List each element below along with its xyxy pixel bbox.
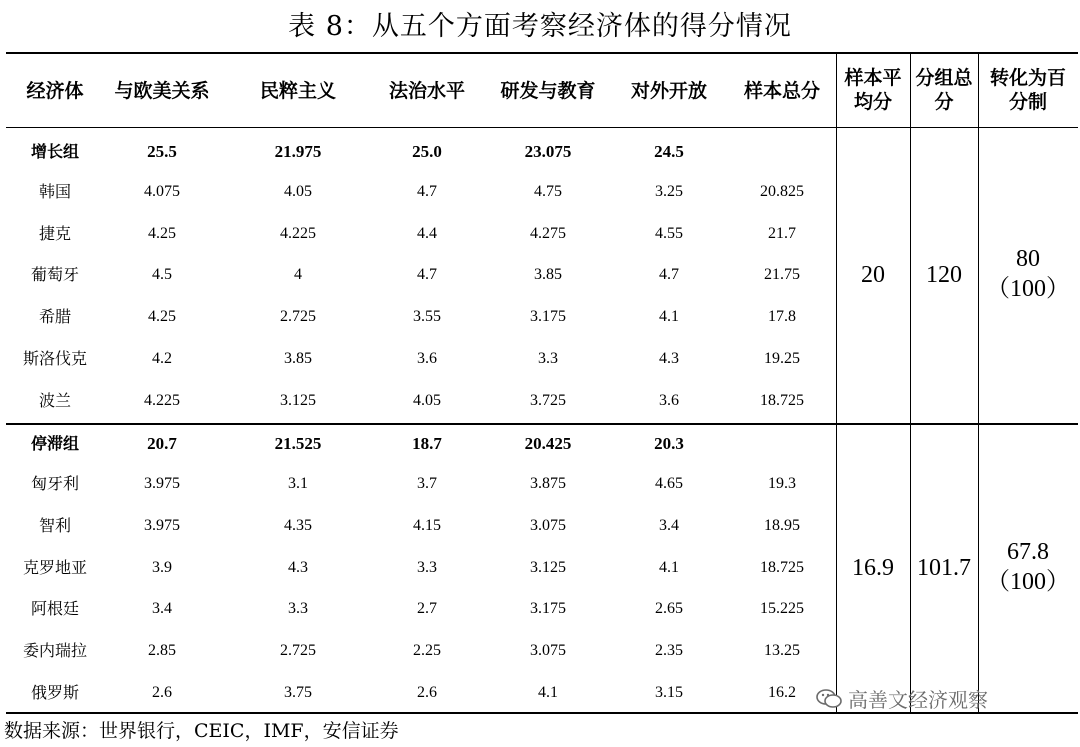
score-cell: 2.7 [417,600,437,617]
score-cell: 4.075 [144,183,180,200]
economy-name: 智利 [38,516,71,535]
score-cell: 4.35 [284,517,312,534]
score-cell: 3.975 [144,475,180,492]
score-cell: 15.225 [760,600,804,617]
economy-name: 匈牙利 [30,474,79,493]
score-cell: 4.7 [417,183,437,200]
column-divider [978,53,979,713]
score-cell: 18.95 [764,517,800,534]
score-cell: 4.1 [659,308,679,325]
column-header: 对外开放 [630,80,707,102]
group-total-cell: 21.525 [274,434,322,453]
header-rule [6,127,1078,128]
score-cell: 4.15 [413,517,441,534]
group-total-cell: 24.5 [654,142,684,161]
economy-name: 葡萄牙 [30,265,79,284]
column-header: 转化为百分制 [989,67,1066,113]
top-rule [6,52,1078,54]
group-total-cell: 20.7 [147,434,177,453]
economy-name: 韩国 [38,182,71,201]
score-cell: 3.175 [530,600,566,617]
score-cell: 4.7 [659,266,679,283]
score-cell: 4.1 [538,684,558,701]
score-cell: 3.3 [288,600,308,617]
score-cell: 19.25 [764,350,800,367]
score-cell: 4.75 [534,183,562,200]
score-cell: 4.25 [148,308,176,325]
group-total-cell: 20.425 [524,434,572,453]
column-header: 法治水平 [388,80,465,102]
score-cell: 4.1 [659,559,679,576]
score-cell: 3.4 [659,517,679,534]
economy-name: 捷克 [38,224,71,243]
group-total: 120 [926,262,962,288]
group-name: 停滞组 [30,434,79,453]
column-header: 民粹主义 [259,80,336,102]
table-title: 表 8：从五个方面考察经济体的得分情况 [288,11,792,42]
score-cell: 3.125 [280,392,316,409]
score-cell: 2.725 [280,642,316,659]
score-cell: 4.3 [288,559,308,576]
score-cell: 3.3 [417,559,437,576]
economy-name: 希腊 [38,307,71,326]
column-header: 研发与教育 [500,80,596,102]
column-header: 分组总分 [915,67,973,113]
economy-name: 委内瑞拉 [22,641,87,660]
group-total-cell: 20.3 [654,434,684,453]
score-cell: 3.6 [659,392,679,409]
sample-average: 16.9 [852,555,894,581]
score-cell: 18.725 [760,392,804,409]
score-cell: 4.05 [284,183,312,200]
score-cell: 4.7 [417,266,437,283]
score-cell: 3.725 [530,392,566,409]
score-cell: 17.8 [768,308,796,325]
group-total: 101.7 [917,555,971,581]
score-cell: 4.25 [148,225,176,242]
score-cell: 3.6 [417,350,437,367]
score-cell: 21.75 [764,266,800,283]
wechat-icon [816,689,842,709]
score-cell: 2.85 [148,642,176,659]
score-cell: 4.275 [530,225,566,242]
group-divider-rule [6,423,1078,425]
watermark [816,684,988,713]
score-cell: 3.55 [413,308,441,325]
group-total-cell: 18.7 [412,434,442,453]
group-name: 增长组 [30,142,79,161]
score-cell: 2.725 [280,308,316,325]
score-cell: 3.85 [534,266,562,283]
score-cell: 2.35 [655,642,683,659]
score-cell: 2.6 [152,684,172,701]
score-cell: 3.875 [530,475,566,492]
watermark-text: 高善文经济观察 [848,688,988,712]
score-cell: 4 [294,266,302,283]
score-cell: 3.3 [538,350,558,367]
score-cell: 19.3 [768,475,796,492]
column-header: 与欧美关系 [114,80,210,102]
score-cell: 2.25 [413,642,441,659]
score-cell: 3.75 [284,684,312,701]
economy-name: 俄罗斯 [30,683,79,702]
score-cell: 3.15 [655,684,683,701]
score-cell: 4.65 [655,475,683,492]
score-cell: 3.1 [288,475,308,492]
score-cell: 3.125 [530,559,566,576]
score-cell: 3.975 [144,517,180,534]
group-total-cell: 25.0 [412,142,442,161]
score-cell: 18.725 [760,559,804,576]
score-cell: 4.225 [280,225,316,242]
score-cell: 3.075 [530,642,566,659]
percent-base: （100） [986,276,1070,302]
score-cell: 3.85 [284,350,312,367]
score-cell: 13.25 [764,642,800,659]
score-cell: 3.4 [152,600,172,617]
economy-name: 阿根廷 [30,599,79,618]
column-header: 样本平均分 [844,67,902,113]
score-cell: 4.225 [144,392,180,409]
score-cell: 4.2 [152,350,172,367]
score-cell: 3.9 [152,559,172,576]
score-cell: 4.55 [655,225,683,242]
percent-score: 80 [1016,246,1040,272]
score-cell: 3.175 [530,308,566,325]
economy-name: 克罗地亚 [22,558,87,577]
score-cell: 3.7 [417,475,437,492]
economy-name: 斯洛伐克 [22,349,87,368]
source-note: 数据来源：世界银行，CEIC，IMF，安信证券 [4,720,399,742]
sample-average: 20 [861,262,885,288]
score-cell: 2.6 [417,684,437,701]
score-cell: 20.825 [760,183,804,200]
column-header: 样本总分 [743,80,820,102]
group-total-cell: 23.075 [524,142,572,161]
score-cell: 3.25 [655,183,683,200]
economy-name: 波兰 [38,391,71,410]
score-cell: 3.075 [530,517,566,534]
column-divider [910,53,911,713]
score-cell: 4.5 [152,266,172,283]
score-cell: 2.65 [655,600,683,617]
score-cell: 4.4 [417,225,437,242]
percent-base: （100） [986,569,1070,595]
score-cell: 4.3 [659,350,679,367]
score-cell: 16.2 [768,684,796,701]
percent-score: 67.8 [1007,539,1049,565]
score-cell: 21.7 [768,225,796,242]
score-cell: 4.05 [413,392,441,409]
column-header: 经济体 [26,80,84,102]
group-total-cell: 21.975 [274,142,322,161]
group-total-cell: 25.5 [147,142,177,161]
